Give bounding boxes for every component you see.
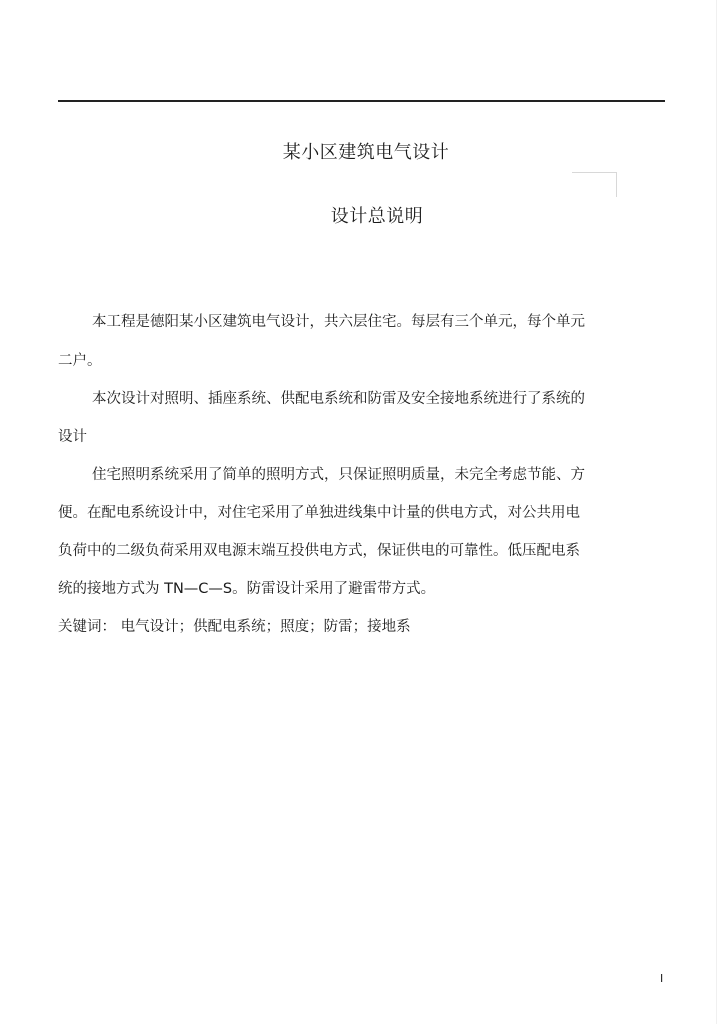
keywords-line: 关键词： 电气设计；供配电系统；照度；防雷；接地系 xyxy=(58,619,411,635)
header-rule xyxy=(58,100,665,102)
document-subtitle: 设计总说明 xyxy=(330,206,424,227)
paragraph-line: 便。在配电系统设计中，对住宅采用了单独进线集中计量的供电方式，对公共用电 xyxy=(58,505,580,521)
paragraph-line: 二户。 xyxy=(58,353,102,369)
paragraph-line: 住宅照明系统采用了简单的照明方式，只保证照明质量，未完全考虑节能、方 xyxy=(92,467,585,483)
paragraph-line: 统的接地方式为 TN—C—S。防雷设计采用了避雷带方式。 xyxy=(58,581,436,597)
page-number: I xyxy=(660,972,664,985)
paragraph-line: 设计 xyxy=(58,429,87,445)
corner-mark xyxy=(572,172,617,197)
document-title: 某小区建筑电气设计 xyxy=(282,142,450,163)
paragraph-line: 负荷中的二级负荷采用双电源末端互投供电方式，保证供电的可靠性。低压配电系 xyxy=(58,543,580,559)
paragraph-line: 本次设计对照明、插座系统、供配电系统和防雷及安全接地系统进行了系统的 xyxy=(92,391,585,407)
paragraph-line: 本工程是德阳某小区建筑电气设计，共六层住宅。每层有三个单元，每个单元 xyxy=(92,314,585,330)
